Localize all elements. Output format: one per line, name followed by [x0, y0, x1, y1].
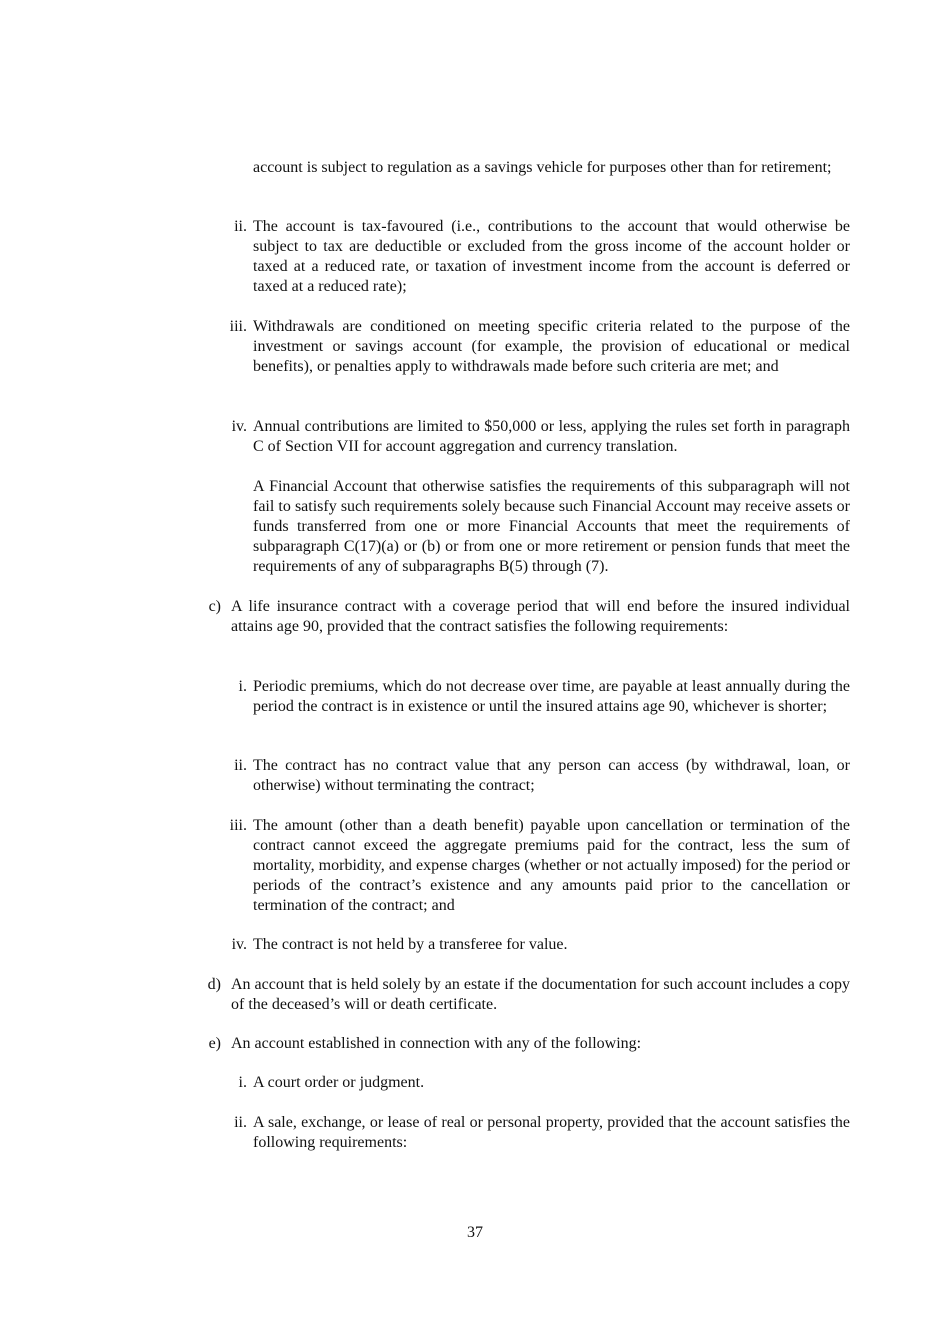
paragraph-e [195, 1034, 850, 1054]
item-label: iii. [229, 318, 247, 335]
item-label: ii. [234, 218, 247, 235]
list-item [215, 677, 850, 717]
list-item [215, 816, 850, 916]
list-item [215, 935, 850, 955]
item-label: iv. [231, 418, 247, 435]
item-label: i. [238, 678, 247, 695]
item-text: The contract is not held by a transferee for value. [253, 936, 568, 953]
item-text: Withdrawals are conditioned on meeting specific criteria related to the purpose of the investment or savings account (for example, the provision of educational or medical benefits), or penalties apply to withdrawals made before such criteria are met; and [253, 318, 850, 375]
item-label: iii. [229, 817, 247, 834]
list-item [215, 317, 850, 377]
item-text: Periodic premiums, which do not decrease over time, are payable at least annually during the period the contract is in existence or until the insured attains age 90, whichever is shorter; [253, 678, 850, 715]
item-text: A sale, exchange, or lease of real or personal property, provided that the account satisfies the following requirements: [253, 1114, 850, 1151]
paragraph-label: d) [207, 976, 221, 993]
paragraph-label: e) [208, 1035, 221, 1052]
item-text: The contract has no contract value that any person can access (by withdrawal, loan, or otherwise) without terminating the contract; [253, 757, 850, 794]
page-number: 37 [467, 1224, 483, 1241]
list-item [215, 1113, 850, 1153]
paragraph-c [195, 597, 850, 637]
item-label: ii. [234, 1114, 247, 1131]
item-text: The amount (other than a death benefit) payable upon cancellation or termination of the contract cannot exceed the aggregate premiums paid for the contract, less the sum of mortality, morbidity, and expense charges (whether or not actually imposed) for the period or periods of the contract’s existence and any amounts paid prior to the cancellation or termination of the contract; and [253, 817, 850, 914]
note-paragraph: A Financial Account that otherwise satisfies the requirements of this subparagraph will not fail to satisfy such requirements solely because such Financial Account may receive assets or funds transferred from one or more Financial Accounts that meet the requirements of subparagraph C(17)(a) or (b) or from one or more retirement or pension funds that meet the requirements of any of subparagraphs B(5) through (7). [253, 478, 850, 575]
item-text: Annual contributions are limited to $50,000 or less, applying the rules set forth in paragraph C of Section VII for account aggregation and currency translation. [253, 418, 850, 455]
item-label: iv. [231, 936, 247, 953]
paragraph-text: An account that is held solely by an estate if the documentation for such account includes a copy of the deceased’s will or death certificate. [231, 976, 850, 1013]
list-item [215, 756, 850, 796]
item-text: The account is tax-favoured (i.e., contributions to the account that would otherwise be subject to tax are deductible or excluded from the gross income of the account holder or taxed at a reduced rate, or taxation of investment income from the account is deferred or taxed at a reduced rate); [253, 218, 850, 295]
paragraph-text: An account established in connection with any of the following: [231, 1035, 642, 1052]
list-item [215, 217, 850, 297]
continuation-paragraph: account is subject to regulation as a savings vehicle for purposes other than for retirement; [253, 159, 832, 176]
list-item [215, 1073, 850, 1093]
item-text: A court order or judgment. [253, 1074, 425, 1091]
item-label: ii. [234, 757, 247, 774]
paragraph-d [195, 975, 850, 1015]
item-label: i. [238, 1074, 247, 1091]
paragraph-label: c) [208, 598, 221, 615]
list-item [215, 417, 850, 457]
paragraph-text: A life insurance contract with a coverage period that will end before the insured individual attains age 90, provided that the contract satisfies the following requirements: [231, 598, 850, 635]
